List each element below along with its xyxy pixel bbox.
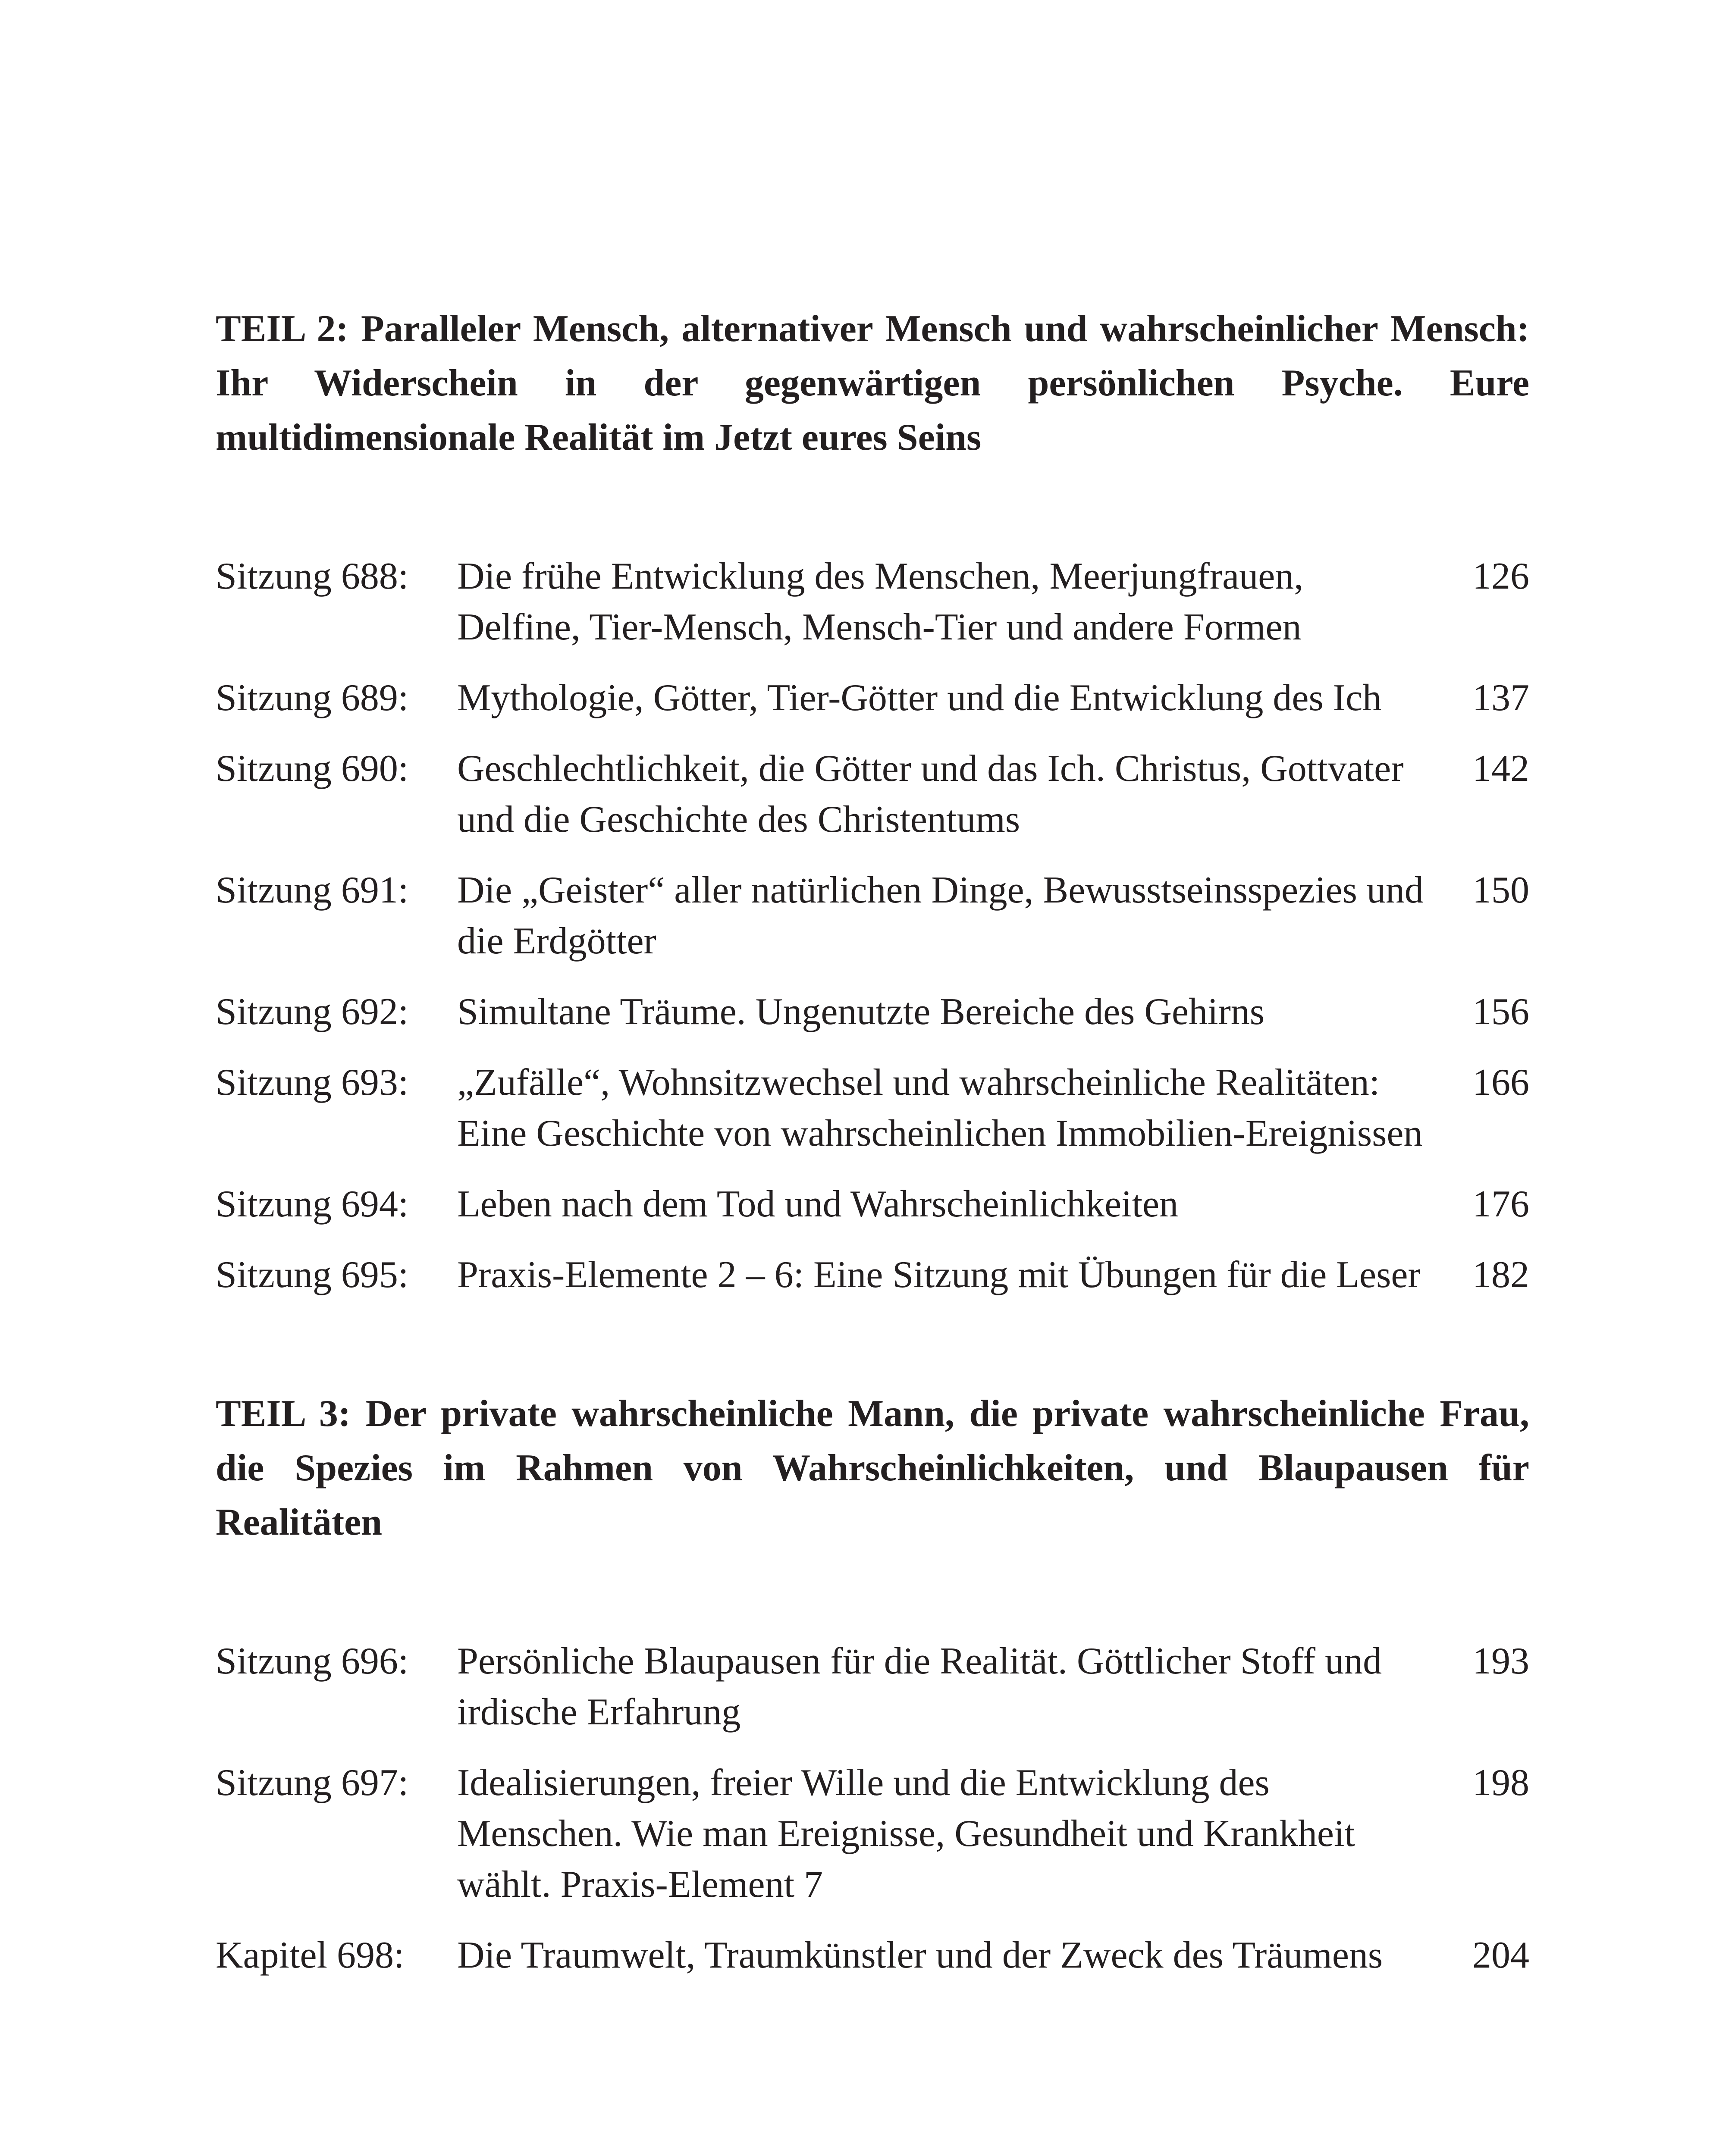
toc-entry-label: Sitzung 697: [216, 1762, 409, 1804]
toc-page [216, 302, 1529, 2001]
toc-entry-page: 182 [1472, 1254, 1529, 1296]
toc-entry-title: „Zufälle“, Wohnsitzwechsel und wahrscheinliche Realitäten: Eine Geschichte von wahrscheinlichen Immobilien-Ereignissen [457, 1062, 1423, 1154]
toc-entry-title: Mythologie, Götter, Tier-Götter und die Entwicklung des Ich [457, 677, 1382, 719]
toc-entry-label: Sitzung 689: [216, 677, 409, 719]
toc-entry [216, 987, 1529, 1037]
toc-entry [216, 1636, 1529, 1738]
toc-entry-title: Die „Geister“ aller natürlichen Dinge, Bewusstseinsspezies und die Erdgötter [457, 869, 1424, 962]
toc-entry-label: Sitzung 692: [216, 991, 409, 1033]
toc-entry [216, 865, 1529, 967]
toc-entry-title: Idealisierungen, freier Wille und die Entwicklung des Menschen. Wie man Ereignisse, Gesundheit und Krankheit wählt. Praxis-Element 7 [457, 1762, 1355, 1905]
toc-entry-label: Sitzung 690: [216, 748, 409, 790]
toc-entry-page: 204 [1472, 1934, 1529, 1976]
toc-entry-page: 193 [1472, 1640, 1529, 1682]
toc-entry [216, 743, 1529, 845]
toc-entry-title: Die Traumwelt, Traumkünstler und der Zweck des Träumens [457, 1934, 1383, 1976]
toc-entry-title: Praxis-Elemente 2 – 6: Eine Sitzung mit Übungen für die Leser [457, 1254, 1421, 1296]
part-2-heading: TEIL 2: Paralleler Mensch, alternativer Mensch und wahrscheinlicher Mensch: Ihr Widerschein in der gegenwärtigen persönlichen Psyche. Eure multidimensionale Realität im Jetzt eures Seins [216, 308, 1529, 458]
toc-entry [216, 551, 1529, 653]
toc-entry-page: 156 [1472, 991, 1529, 1033]
toc-entry-title: Die frühe Entwicklung des Menschen, Meerjungfrauen, Delfine, Tier-Mensch, Mensch-Tier und andere Formen [457, 555, 1304, 648]
toc-entry [216, 1179, 1529, 1230]
toc-entry [216, 1758, 1529, 1910]
toc-entry-page: 142 [1472, 748, 1529, 790]
toc-entry-title: Simultane Träume. Ungenutzte Bereiche des Gehirns [457, 991, 1265, 1033]
toc-entry-page: 137 [1472, 677, 1529, 719]
toc-entry-label: Sitzung 694: [216, 1183, 409, 1225]
part-3-heading: TEIL 3: Der private wahrscheinliche Mann, die private wahrscheinliche Frau, die Spezies im Rahmen von Wahrscheinlichkeiten, und Blaupausen für Realitäten [216, 1393, 1529, 1543]
toc-entry-page: 198 [1472, 1762, 1529, 1804]
toc-entry-title: Persönliche Blaupausen für die Realität. Göttlicher Stoff und irdische Erfahrung [457, 1640, 1382, 1733]
toc-entry-page: 166 [1472, 1062, 1529, 1103]
toc-entry-title: Geschlechtlichkeit, die Götter und das Ich. Christus, Gottvater und die Geschichte des Christentums [457, 748, 1404, 840]
toc-entry [216, 1250, 1529, 1300]
part-2-toc [216, 551, 1529, 1300]
part-3-toc [216, 1636, 1529, 1981]
toc-entry [216, 1930, 1529, 1981]
toc-entry-page: 176 [1472, 1183, 1529, 1225]
toc-entry-label: Sitzung 693: [216, 1062, 409, 1103]
toc-entry-page: 126 [1472, 555, 1529, 597]
toc-entry-title: Leben nach dem Tod und Wahrscheinlichkeiten [457, 1183, 1179, 1225]
toc-entry-label: Sitzung 691: [216, 869, 409, 911]
toc-entry-page: 150 [1472, 869, 1529, 911]
toc-entry-label: Sitzung 696: [216, 1640, 409, 1682]
toc-entry-label: Kapitel 698: [216, 1934, 405, 1976]
toc-entry [216, 673, 1529, 724]
toc-entry-label: Sitzung 688: [216, 555, 409, 597]
toc-entry [216, 1057, 1529, 1159]
toc-entry-label: Sitzung 695: [216, 1254, 409, 1296]
